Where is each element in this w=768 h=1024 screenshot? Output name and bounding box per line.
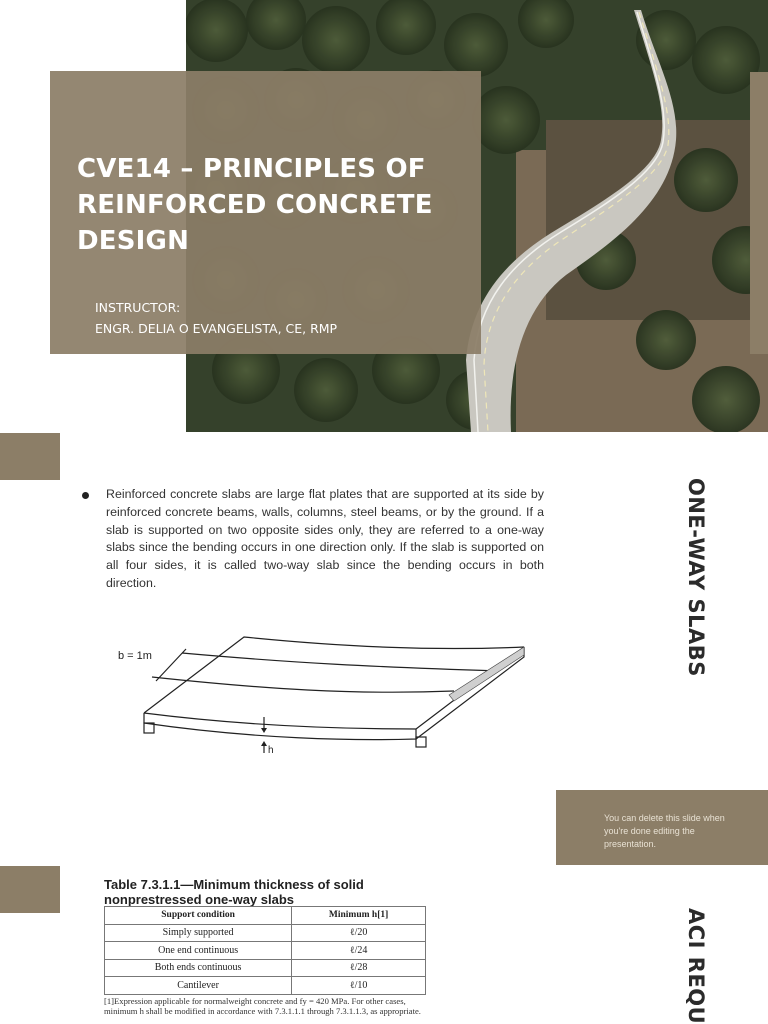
table-row	[105, 924, 426, 942]
min-h-cell: ℓ/24	[292, 942, 426, 960]
title-box	[50, 71, 481, 354]
table-row	[105, 942, 426, 960]
delete-slide-note: You can delete this slide when you're done editing the presentation.	[604, 813, 725, 849]
accent-square	[0, 433, 60, 480]
min-h-cell: ℓ/20	[292, 924, 426, 942]
accent-strip	[750, 72, 768, 354]
support-cell: Simply supported	[105, 924, 292, 942]
bullet-icon	[82, 492, 89, 499]
instructor-label: INSTRUCTOR:	[95, 300, 181, 315]
table-title: Table 7.3.1.1—Minimum thickness of solid nonprestressed one-way slabs	[104, 877, 364, 907]
header-support-condition: Support condition	[105, 907, 292, 925]
aci-requirements-slide	[0, 866, 768, 1024]
support-cell: One end continuous	[105, 942, 292, 960]
instructor-block	[95, 297, 337, 339]
table-header-row	[105, 907, 426, 925]
slide-section-title: ACI REQU	[684, 908, 708, 1024]
accent-square	[0, 866, 60, 913]
table-row	[105, 977, 426, 995]
table-footnote: [1]Expression applicable for normalweight concrete and fy = 420 MPa. For other cases, minimum h shall be modified in accordance with 7.3.1.1.1 through 7.3.1.1.3, as appropriate.	[104, 996, 421, 1016]
width-label: b = 1m	[118, 650, 152, 662]
min-h-cell: ℓ/10	[292, 977, 426, 995]
one-way-slab-diagram	[104, 625, 544, 765]
slab-description: Reinforced concrete slabs are large flat plates that are supported at its side by reinforced concrete beams, walls, columns, steel beams, or by the ground. If a slab is supported on two opposite sides only, they are referred to a one-way slabs since the bending occurs in one direction only. If the slab is supported on all four sides, it is called two-way slab since the bending occurs in both direction.	[106, 487, 544, 590]
min-h-cell: ℓ/28	[292, 959, 426, 977]
slide-section-title: ONE-WAY SLABS	[684, 478, 708, 677]
presentation-title: CVE14 – PRINCIPLES OF REINFORCED CONCRETE DESIGN	[77, 154, 433, 256]
table-row	[105, 959, 426, 977]
thickness-label: h	[268, 745, 274, 756]
support-cell: Cantilever	[105, 977, 292, 995]
header-minimum-h: Minimum h[1]	[292, 907, 426, 925]
instructor-name: ENGR. DELIA O EVANGELISTA, CE, RMP	[95, 321, 338, 336]
title-slide	[0, 0, 768, 432]
min-thickness-table	[104, 906, 426, 995]
support-cell: Both ends continuous	[105, 959, 292, 977]
one-way-slabs-slide	[0, 433, 768, 865]
note-box	[556, 790, 768, 865]
